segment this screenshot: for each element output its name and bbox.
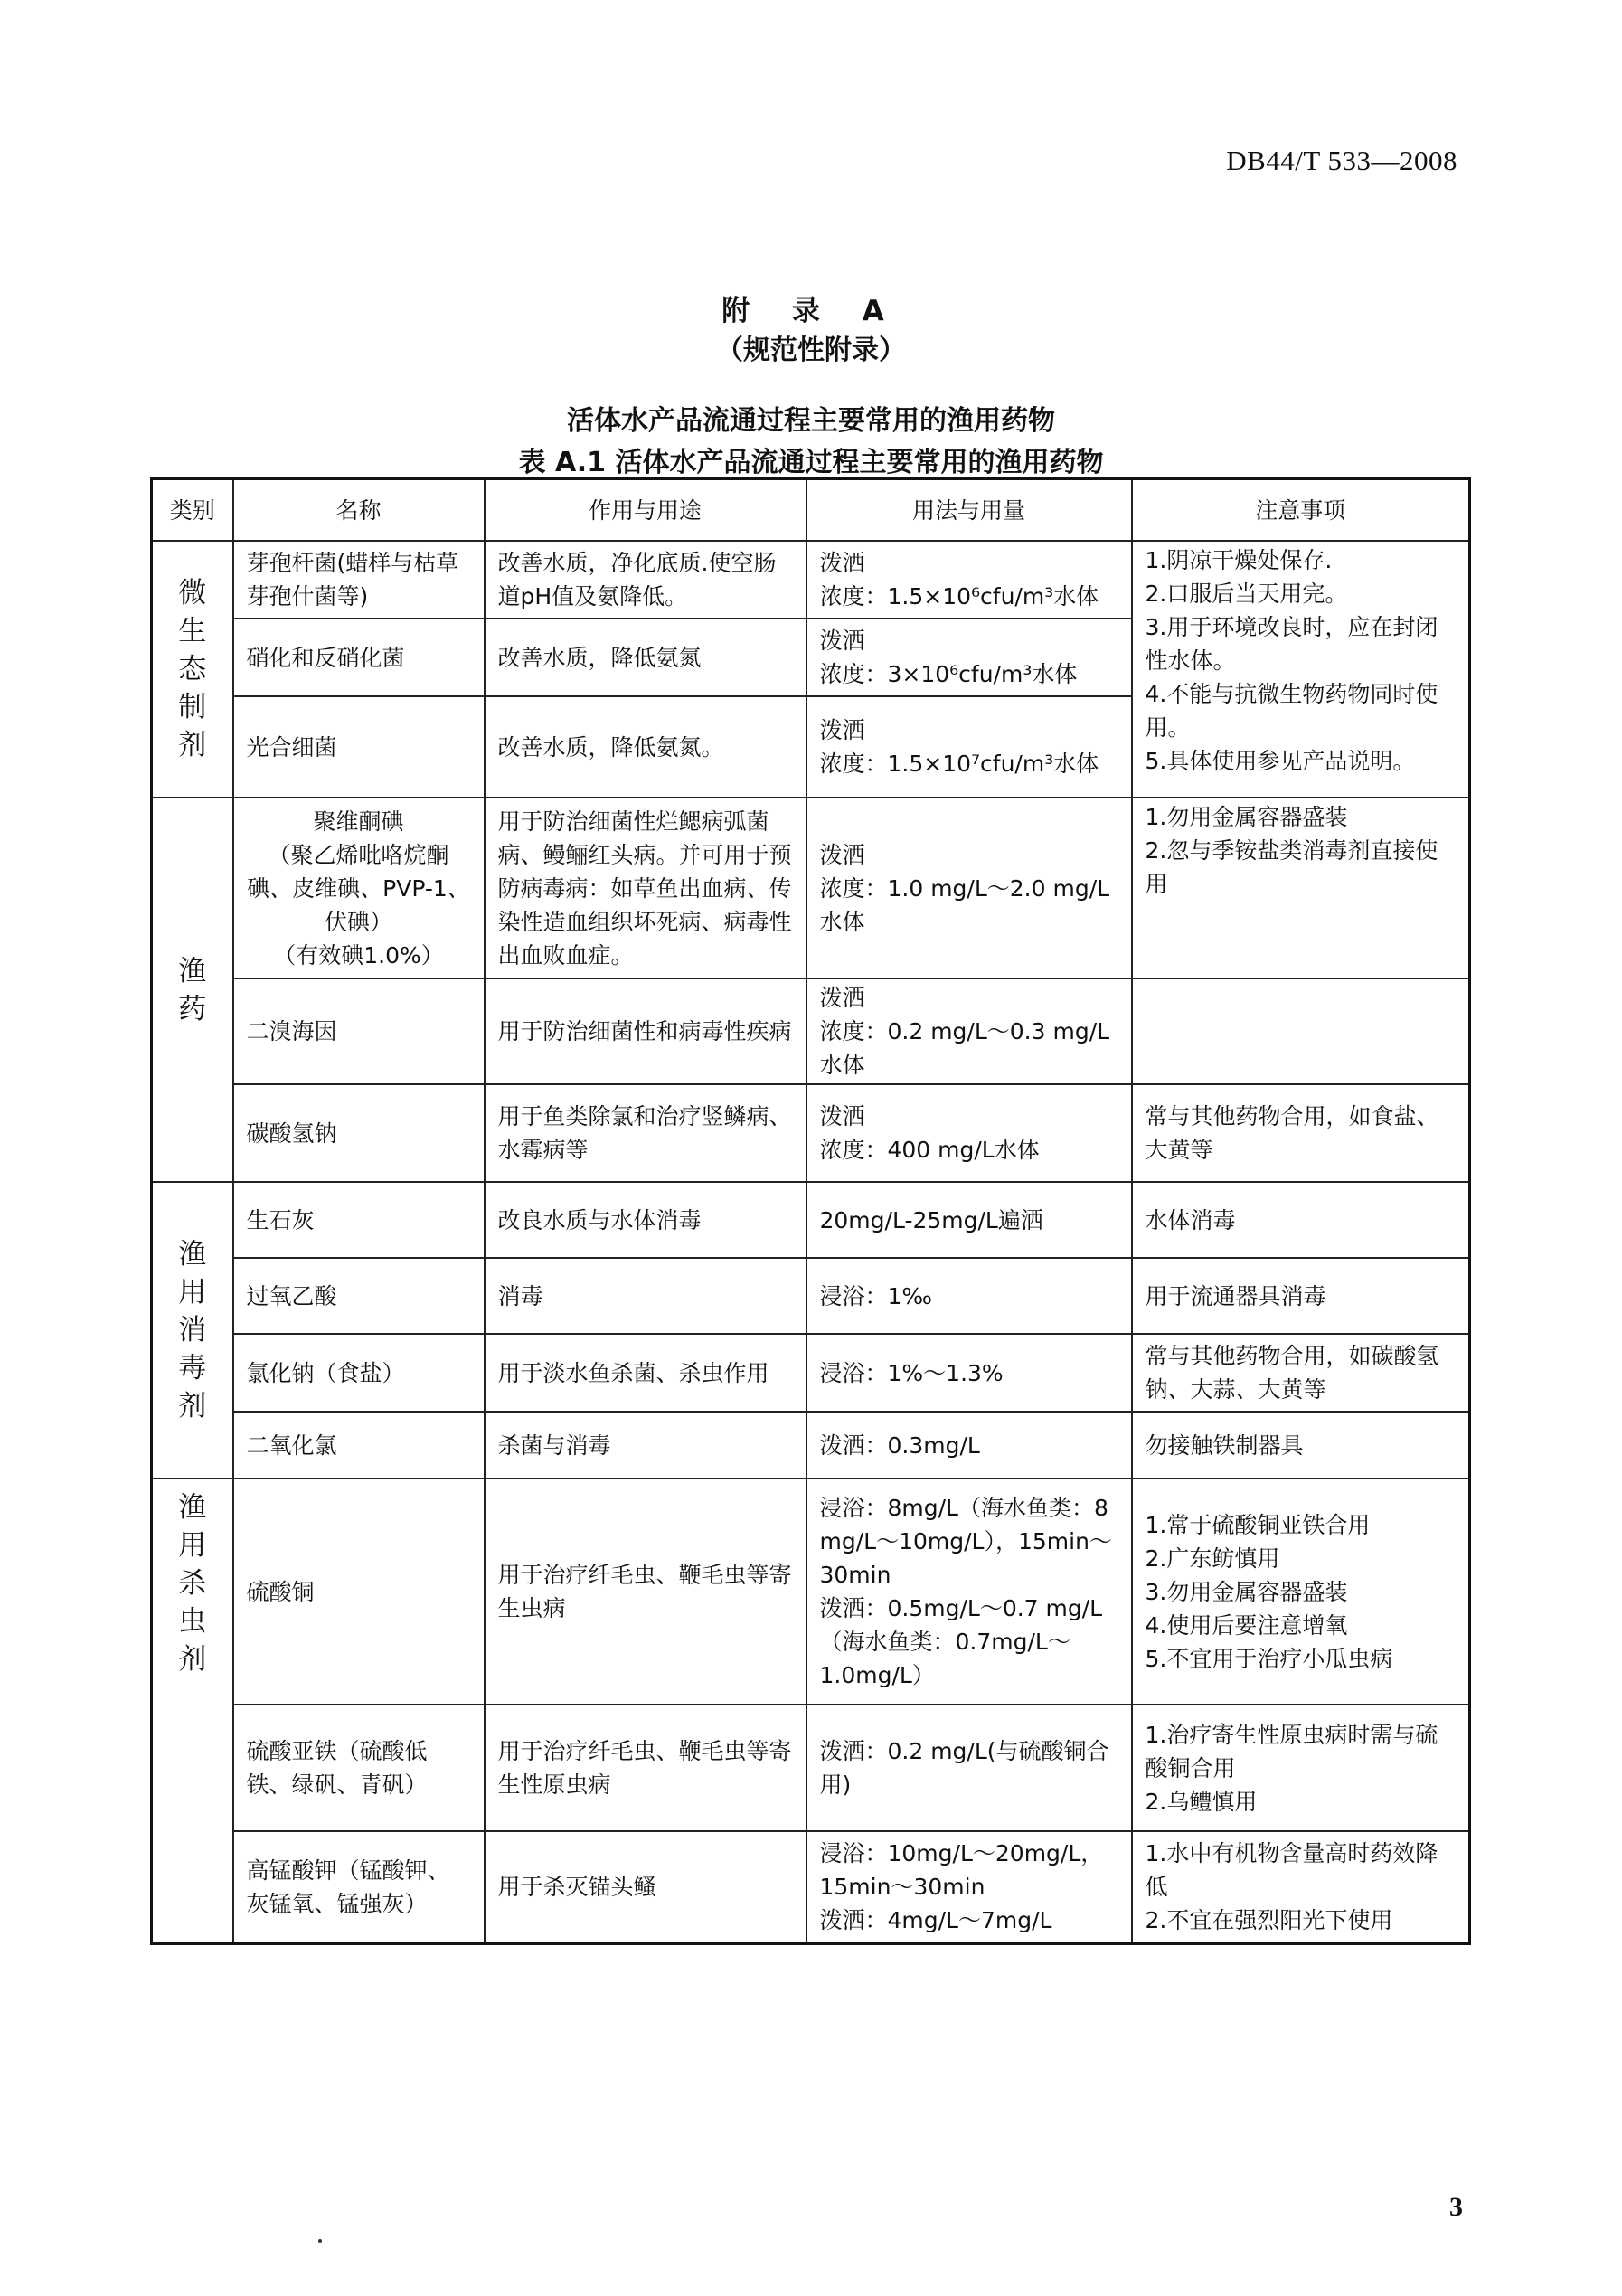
category-char: 渔 — [178, 954, 207, 987]
table-title: 表 A.1 活体水产品流通过程主要常用的渔用药物 — [518, 447, 1104, 478]
drug-name: 二氧化氯 — [233, 1412, 485, 1479]
main-title: 活体水产品流通过程主要常用的渔用药物 — [567, 405, 1055, 437]
page-number: 3 — [1449, 2192, 1463, 2222]
drug-dosage: 泼洒 浓度：1.0 mg/L～2.0 mg/L水体 — [806, 798, 1132, 978]
drug-use: 改善水质，净化底质.使空肠道pH值及氨降低。 — [485, 541, 806, 619]
category-cell — [152, 541, 233, 798]
drug-use: 改良水质与水体消毒 — [485, 1182, 806, 1258]
drug-dosage: 泼洒 浓度：400 mg/L水体 — [806, 1084, 1132, 1182]
appendix-title: 附 录 A — [721, 295, 901, 327]
drug-name: 二溴海因 — [233, 978, 485, 1084]
drug-dosage: 泼洒 浓度：3×10⁶cfu/m³水体 — [806, 619, 1132, 696]
table-row — [152, 1334, 1470, 1412]
drug-notes: 1.常于硫酸铜亚铁合用 2.广东鲂慎用 3.勿用金属容器盛装 4.使用后要注意增氧 5.不宜用于治疗小瓜虫病 — [1132, 1479, 1470, 1705]
drug-dosage: 20mg/L-25mg/L遍洒 — [806, 1182, 1132, 1258]
category-char: 剂 — [178, 729, 207, 761]
drug-dosage: 泼洒 浓度：1.5×10⁶cfu/m³水体 — [806, 541, 1132, 619]
drug-notes: 用于流通器具消毒 — [1132, 1258, 1470, 1334]
drug-use: 用于防治细菌性烂鳃病弧菌病、鳗鲡红头病。并可用于预防病毒病：如草鱼出血病、传染性造血组织坏死病、病毒性出血败血症。 — [485, 798, 806, 978]
drug-table — [150, 477, 1471, 1945]
table-row — [152, 1084, 1470, 1182]
scan-speck — [318, 2239, 322, 2243]
header-dosage: 用法与用量 — [806, 479, 1132, 542]
category-char: 剂 — [178, 1643, 207, 1676]
drug-name: 生石灰 — [233, 1182, 485, 1258]
drug-use: 用于鱼类除氯和治疗竖鳞病、水霉病等 — [485, 1084, 806, 1182]
table-row — [152, 1258, 1470, 1334]
drug-dosage: 浸浴：8mg/L（海水鱼类：8 mg/L～10mg/L），15min～30min 泼洒：0.5mg/L～0.7 mg/L（海水鱼类：0.7mg/L～1.0mg/L） — [806, 1479, 1132, 1705]
drug-name: 过氧乙酸 — [233, 1258, 485, 1334]
drug-use: 用于淡水鱼杀菌、杀虫作用 — [485, 1334, 806, 1412]
drug-use: 改善水质，降低氨氮 — [485, 619, 806, 696]
category-char: 毒 — [178, 1352, 207, 1384]
drug-use: 用于防治细菌性和病毒性疾病 — [485, 978, 806, 1084]
table-row — [152, 541, 1470, 619]
category-char: 渔 — [178, 1238, 207, 1271]
drug-use: 用于杀灭锚头鳋 — [485, 1831, 806, 1943]
header-notes: 注意事项 — [1132, 479, 1470, 542]
header-use: 作用与用途 — [485, 479, 806, 542]
table-row — [152, 798, 1470, 978]
drug-notes: 1.阴凉干燥处保存. 2.口服后当天用完。 3.用于环境改良时，应在封闭性水体。 4.不能与抗微生物药物同时使用。 5.具体使用参见产品说明。 — [1132, 541, 1470, 798]
drug-notes: 常与其他药物合用，如碳酸氢钠、大蒜、大黄等 — [1132, 1334, 1470, 1412]
drug-notes: 1.水中有机物含量高时药效降低 2.不宜在强烈阳光下使用 — [1132, 1831, 1470, 1943]
table-row — [152, 1182, 1470, 1258]
drug-use: 杀菌与消毒 — [485, 1412, 806, 1479]
table-row — [152, 1479, 1470, 1705]
drug-name: 光合细菌 — [233, 696, 485, 798]
category-char: 用 — [178, 1529, 207, 1562]
drug-dosage: 浸浴：1‰ — [806, 1258, 1132, 1334]
drug-use: 改善水质，降低氨氮。 — [485, 696, 806, 798]
drug-name: 氯化钠（食盐） — [233, 1334, 485, 1412]
table-row — [152, 1412, 1470, 1479]
category-char: 药 — [178, 992, 207, 1025]
drug-name: 聚维酮碘 （聚乙烯吡咯烷酮碘、皮维碘、PVP-1、伏碘） （有效碘1.0%） — [233, 798, 485, 978]
drug-dosage: 泼洒：0.2 mg/L(与硫酸铜合用) — [806, 1705, 1132, 1831]
category-char: 生 — [178, 615, 207, 647]
drug-notes: 水体消毒 — [1132, 1182, 1470, 1258]
category-char: 渔 — [178, 1491, 207, 1524]
category-cell — [152, 798, 233, 1182]
drug-use: 用于治疗纤毛虫、鞭毛虫等寄生虫病 — [485, 1479, 806, 1705]
drug-use: 用于治疗纤毛虫、鞭毛虫等寄生性原虫病 — [485, 1705, 806, 1831]
drug-name: 高锰酸钾（锰酸钾、灰锰氧、锰强灰） — [233, 1831, 485, 1943]
category-char: 消 — [178, 1314, 207, 1346]
category-char: 剂 — [178, 1390, 207, 1422]
drug-name: 碳酸氢钠 — [233, 1084, 485, 1182]
drug-name: 硫酸亚铁（硫酸低铁、绿矾、青矾） — [233, 1705, 485, 1831]
drug-name: 硝化和反硝化菌 — [233, 619, 485, 696]
drug-notes: 1.勿用金属容器盛装 2.忽与季铵盐类消毒剂直接使用 — [1132, 798, 1470, 978]
header-category: 类别 — [152, 479, 233, 542]
table-row — [152, 1831, 1470, 1943]
category-char: 态 — [178, 653, 207, 685]
drug-notes: 1.治疗寄生性原虫病时需与硫酸铜合用 2.乌鳢慎用 — [1132, 1705, 1470, 1831]
table-header-row — [152, 479, 1470, 542]
appendix-type: （规范性附录） — [716, 335, 906, 366]
drug-notes: 常与其他药物合用，如食盐、大黄等 — [1132, 1084, 1470, 1182]
table-row — [152, 978, 1470, 1084]
drug-dosage: 泼洒 浓度：1.5×10⁷cfu/m³水体 — [806, 696, 1132, 798]
drug-use: 消毒 — [485, 1258, 806, 1334]
drug-name: 硫酸铜 — [233, 1479, 485, 1705]
drug-name: 芽孢杆菌(蜡样与枯草芽孢什菌等) — [233, 541, 485, 619]
standard-code: DB44/T 533—2008 — [1226, 145, 1457, 176]
drug-dosage: 泼洒 浓度：0.2 mg/L～0.3 mg/L水体 — [806, 978, 1132, 1084]
category-cell — [152, 1479, 233, 1943]
drug-notes — [1132, 978, 1470, 1084]
category-char: 杀 — [178, 1567, 207, 1600]
drug-dosage: 浸浴：1%～1.3% — [806, 1334, 1132, 1412]
category-char: 用 — [178, 1276, 207, 1309]
drug-dosage: 浸浴：10mg/L～20mg/L，15min～30min 泼洒：4mg/L～7mg/L — [806, 1831, 1132, 1943]
category-char: 虫 — [178, 1605, 207, 1638]
table-row — [152, 1705, 1470, 1831]
drug-dosage: 泼洒：0.3mg/L — [806, 1412, 1132, 1479]
header-name: 名称 — [233, 479, 485, 542]
category-char: 微 — [178, 577, 207, 609]
category-cell — [152, 1182, 233, 1479]
category-char: 制 — [178, 691, 207, 723]
drug-notes: 勿接触铁制器具 — [1132, 1412, 1470, 1479]
